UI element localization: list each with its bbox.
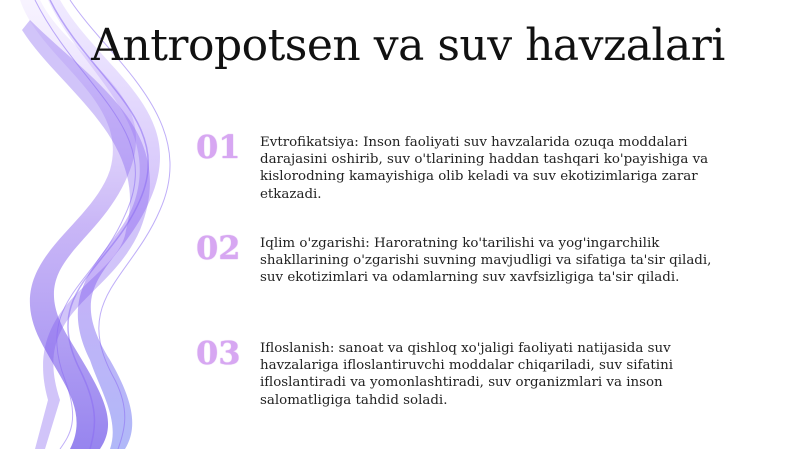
item-text: Evtrofikatsiya: Inson faoliyati suv havzalarida ozuqa moddalari darajasini oshirib, suv o'tlarining haddan tashqari ko'payishiga va kislorodning kamayishiga olib keladi va suv ekotizimlariga zarar etkazadi. [260, 135, 709, 202]
item-text: Ifloslanish: sanoat va qishloq xo'jaligi faoliyati natijasida suv havzalariga ifloslantiruvchi moddalar chiqariladi, suv sifatini ifloslantiradi va yomonlashtiradi, suv organizmlari va inson salomatligiga tahdid soladi. [260, 341, 673, 408]
item-number: 03 [196, 334, 241, 372]
slide-title: Antropotsen va suv havzalari [91, 20, 725, 71]
item-text: Iqlim o'zgarishi: Haroratning ko'tarilishi va yog'ingarchilik shakllarining o'zgarishi suvning mavjudligi va sifatiga ta'sir qiladi, suv ekotizimlari va odamlarning suv xavfsizligiga ta'sir qiladi. [260, 236, 712, 286]
item-number: 02 [196, 229, 241, 267]
item-number: 01 [196, 128, 241, 166]
